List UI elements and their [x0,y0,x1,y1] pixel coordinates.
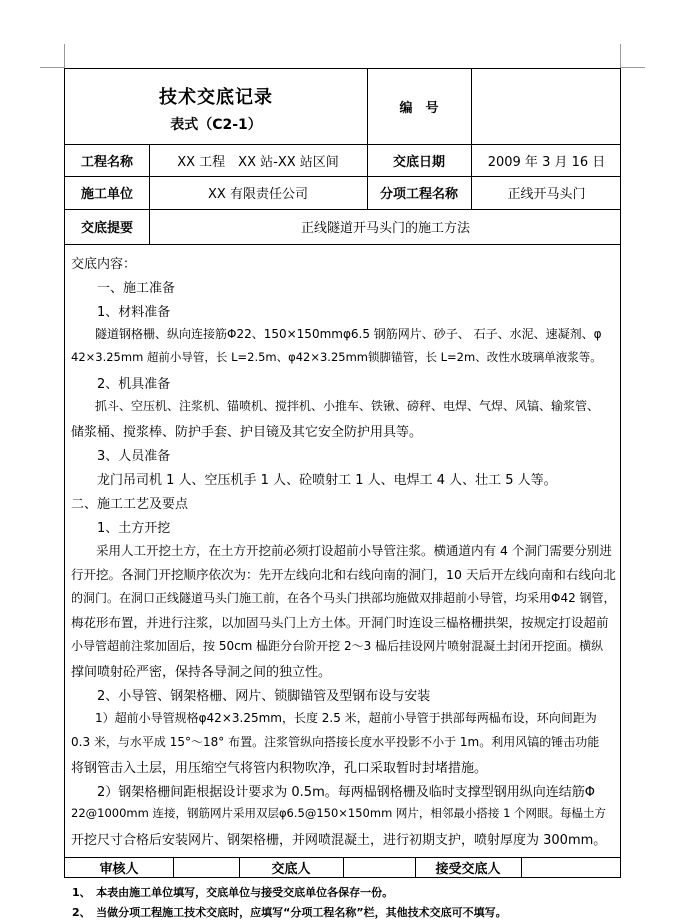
receiver-signature[interactable] [521,857,622,877]
content-line: 的洞门。在洞口正线隧道马头门施工前，在各个马头门拱部均施做双排超前小导管，均采用Φ42 钢管， [71,591,616,605]
project-name: XX 工程 XX 站-XX 站区间 [177,154,339,170]
reviewer-signature[interactable] [173,857,239,877]
content-line: 22@1000mm 连接，钢筋网片采用双层φ6.5@150×150mm 网片，相邻最小搭接 1 个网眼。每榀土方 [71,806,607,820]
record-table [64,68,621,878]
reviewer-label: 审核人 [99,861,139,877]
subproject-value: 正线开马头门 [507,187,586,202]
summary-value: 正线隧道开马头门的施工方法 [300,221,470,236]
content-line: 42×3.25mm 超前小导管，长 L=2.5m、φ42×3.25mm锁脚锚管，长 L=2m、改性水玻璃单液浆等。 [71,350,602,364]
content-line: 2）钢架格栅间距根据设计要求为 0.5m。每两榀钢格栅及临时支撑型钢用纵向连结筋Φ [71,785,595,800]
content-line: 龙门吊司机 1 人、空压机手 1 人、砼喷射工 1 人、电焊工 4 人、壮工 5 人等。 [71,473,557,488]
content-line: 2、机具准备 [71,377,171,392]
presenter-signature[interactable] [343,857,415,877]
document-title: 技术交底记录 [159,87,273,108]
crop-mark [620,44,621,68]
unit-label: 施工单位 [80,187,133,202]
footnote: 1、 本表由施工单位填写，交底单位与接受交底单位各保存一份。 [72,886,394,899]
content-line: 隧道钢格栅、纵向连接筋Φ22、150×150mmφ6.5 钢筋网片、砂子、 石子、水泥、速凝剂、φ [71,327,602,341]
crop-mark [64,44,65,68]
content-line: 1）超前小导管规格φ42×3.25mm，长度 2.5 米，超前小导管于拱部每两榀布设，环向间距为 [71,711,597,725]
form-code: 表式（C2-1） [170,117,262,133]
content-line: 储浆桶、搅浆棒、防护手套、护目镜及其它安全防护用具等。 [71,425,423,440]
receiver-label: 接受交底人 [435,861,501,877]
content-line: 开挖尺寸合格后安装网片、钢架格栅，并网喷混凝土，进行初期支护，喷射厚度为 300mm。 [71,833,607,848]
number-label: 编 号 [399,101,439,116]
summary-label: 交底提要 [80,221,133,236]
content-line: 3、人员准备 [71,449,171,464]
footnote: 2、 当做分项工程施工技术交底时，应填写“分项工程名称”栏，其他技术交底可不填写。 [72,906,507,919]
content-line: 二、施工工艺及要点 [71,497,189,512]
content-line: 2、小导管、钢架格栅、网片、锁脚锚管及型钢布设与安装 [71,689,431,704]
content-line: 抓斗、空压机、注浆机、锚喷机、搅拌机、小推车、铁锹、磅秤、电焊、气焊、风镐、输浆管、 [71,399,600,413]
number-value [471,69,622,144]
content-line: 梅花形布置，并进行注浆，以加固马头门上方土体。开洞门时连设三榀格栅拱架，按规定打设超前 [71,615,609,630]
content-line: 小导管超前注浆加固后，按 50cm 榀距分台阶开挖 2～3 榀后挂设网片喷射混凝土封闭开挖面。横纵 [71,639,604,653]
content-line: 1、材料准备 [71,305,171,320]
content-line: 0.3 米，与水平成 15°～18° 布置。注浆管纵向搭接长度水平投影不小于 1m。利用风镐的锤击功能 [71,735,600,749]
content-line: 撑间喷射砼严密，保持各导洞之间的独立性。 [71,665,332,680]
project-name-label: 工程名称 [80,154,133,170]
date-label: 交底日期 [392,154,445,170]
crop-mark [40,67,64,68]
content-line: 行开挖。各洞门开挖顺序依次为：先开左线向北和右线向南的洞门，10 天后开左线向南和右线向北 [71,567,616,582]
content-line: 一、施工准备 [71,281,176,296]
unit-value: XX 有限责任公司 [208,187,308,202]
presenter-label: 交底人 [271,861,311,877]
content-line: 1、土方开挖 [71,521,171,536]
subproject-label: 分项工程名称 [379,187,458,202]
content-line: 将钢管击入土层，用压缩空气将管内积物吹净，孔口采取暂时封堵措施。 [71,761,488,776]
content-line: 采用人工开挖土方，在土方开挖前必须打设超前小导管注浆。横通道内有 4 个洞门需要分别进 [71,543,612,558]
crop-mark [621,67,645,68]
date-value: 2009 年 3 月 16 日 [487,154,606,170]
content-line: 交底内容： [71,257,137,272]
